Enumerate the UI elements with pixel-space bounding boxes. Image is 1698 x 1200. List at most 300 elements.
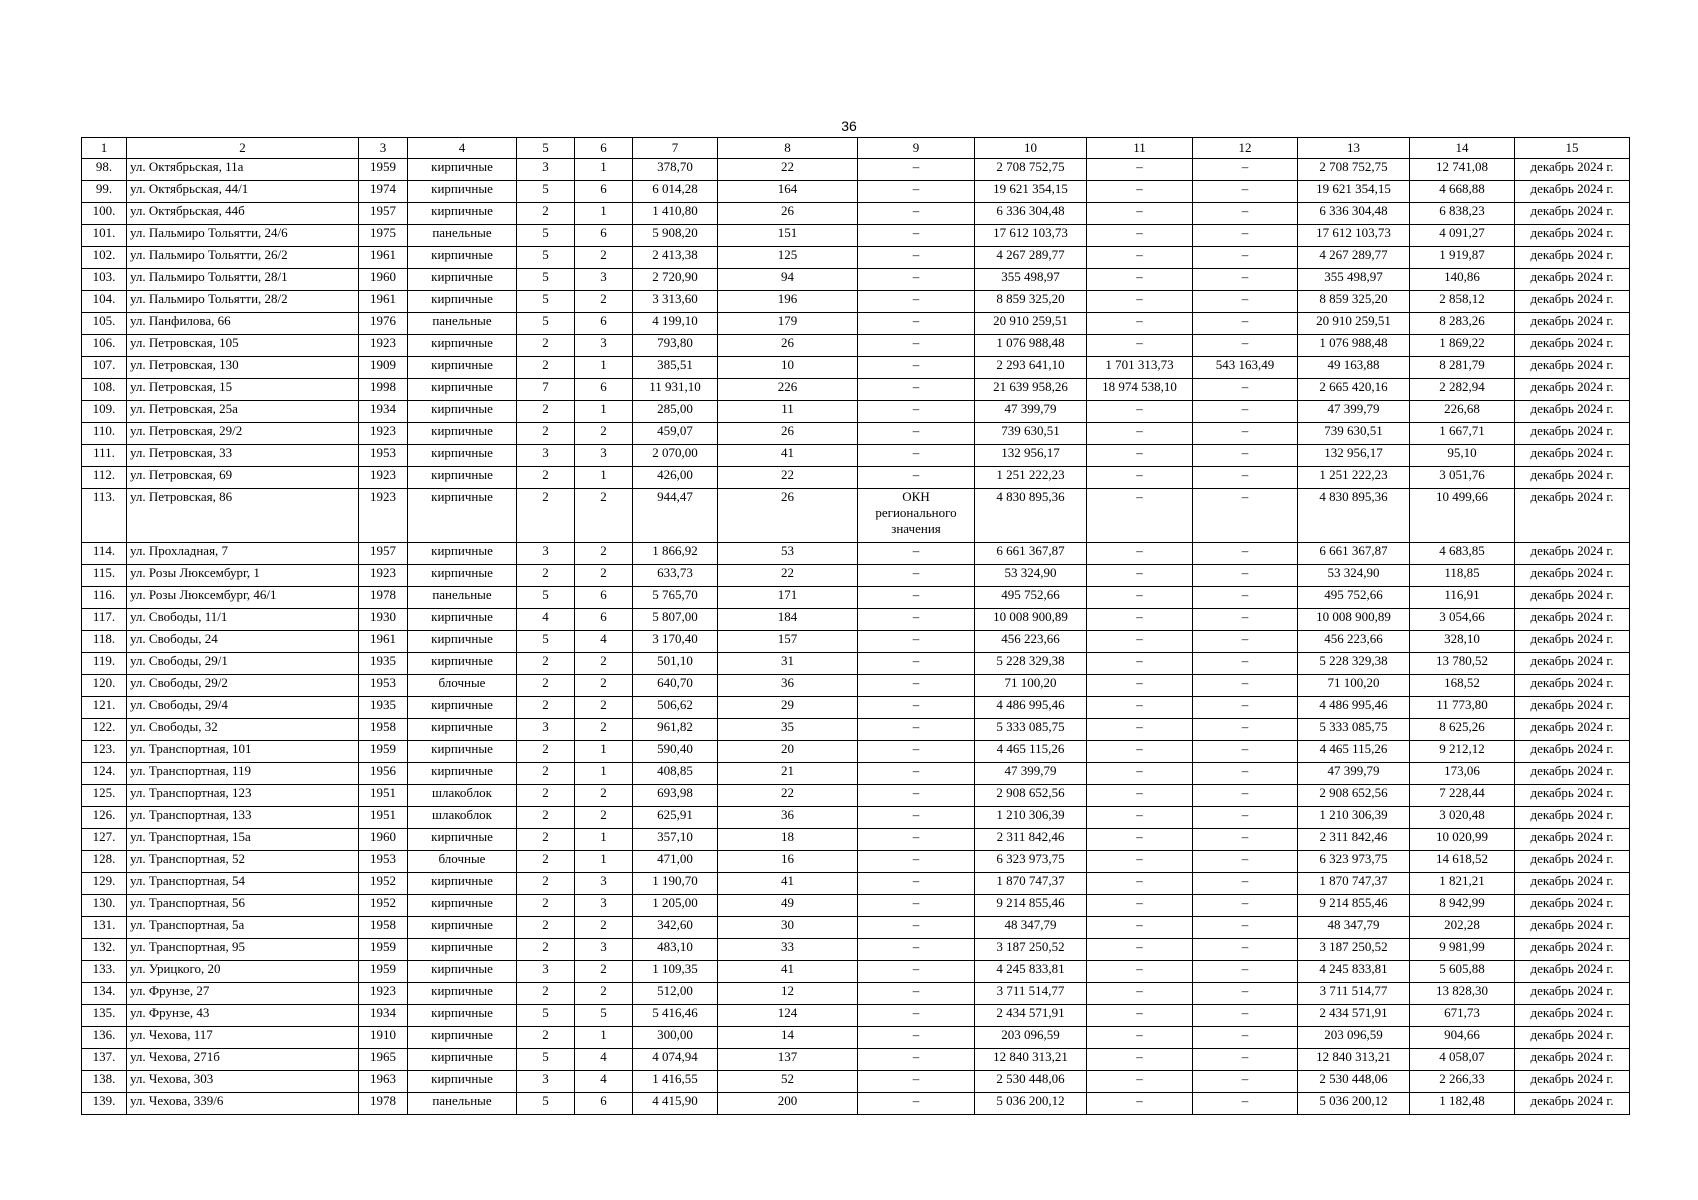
table-row [82, 225, 1630, 247]
wall-material-cell: кирпичные [408, 697, 517, 719]
completion-date-cell: декабрь 2024 г. [1515, 1005, 1630, 1027]
budget-cost-cell: – [1193, 697, 1298, 719]
cost-per-sqm-cell: 10 020,99 [1410, 829, 1515, 851]
floors-cell: 5 [517, 1005, 575, 1027]
budget-cost-cell: – [1193, 763, 1298, 785]
floors-cell: 2 [517, 785, 575, 807]
row-number: 105. [82, 313, 127, 335]
address-cell: ул. Транспортная, 5а [127, 917, 359, 939]
fund-cost-cell: – [1087, 335, 1193, 357]
fund-cost-cell: – [1087, 741, 1193, 763]
owner-cost-cell: 2 530 448,06 [1298, 1071, 1410, 1093]
wall-material-cell: шлакоблок [408, 785, 517, 807]
wall-material-cell: кирпичные [408, 719, 517, 741]
total-cost-cell: 71 100,20 [975, 675, 1087, 697]
table-row [82, 1027, 1630, 1049]
wall-material-cell: кирпичные [408, 653, 517, 675]
owner-cost-cell: 3 187 250,52 [1298, 939, 1410, 961]
table-row [82, 895, 1630, 917]
row-number: 99. [82, 181, 127, 203]
wall-material-cell: блочные [408, 675, 517, 697]
floors-cell: 2 [517, 895, 575, 917]
total-cost-cell: 47 399,79 [975, 763, 1087, 785]
cost-per-sqm-cell: 2 858,12 [1410, 291, 1515, 313]
fund-cost-cell: – [1087, 917, 1193, 939]
floors-cell: 2 [517, 741, 575, 763]
owner-cost-cell: 8 859 325,20 [1298, 291, 1410, 313]
cost-per-sqm-cell: 2 282,94 [1410, 379, 1515, 401]
address-cell: ул. Свободы, 32 [127, 719, 359, 741]
wall-material-cell: кирпичные [408, 983, 517, 1005]
residents-cell: 184 [718, 609, 858, 631]
completion-date-cell: декабрь 2024 г. [1515, 269, 1630, 291]
cost-per-sqm-cell: 8 283,26 [1410, 313, 1515, 335]
row-number: 135. [82, 1005, 127, 1027]
row-number: 125. [82, 785, 127, 807]
owner-cost-cell: 1 251 222,23 [1298, 467, 1410, 489]
cost-per-sqm-cell: 9 981,99 [1410, 939, 1515, 961]
completion-date-cell: декабрь 2024 г. [1515, 741, 1630, 763]
residents-cell: 151 [718, 225, 858, 247]
owner-cost-cell: 17 612 103,73 [1298, 225, 1410, 247]
wall-material-cell: кирпичные [408, 873, 517, 895]
completion-date-cell: декабрь 2024 г. [1515, 159, 1630, 181]
entrances-cell: 2 [575, 785, 633, 807]
row-number: 116. [82, 587, 127, 609]
wall-material-cell: кирпичные [408, 335, 517, 357]
row-number: 107. [82, 357, 127, 379]
total-cost-cell: 739 630,51 [975, 423, 1087, 445]
wall-material-cell: блочные [408, 851, 517, 873]
budget-cost-cell: – [1193, 565, 1298, 587]
wall-material-cell: кирпичные [408, 895, 517, 917]
floors-cell: 3 [517, 543, 575, 565]
owner-cost-cell: 49 163,88 [1298, 357, 1410, 379]
heritage-note-cell: – [858, 609, 975, 631]
area-cell: 6 014,28 [633, 181, 718, 203]
entrances-cell: 4 [575, 1071, 633, 1093]
entrances-cell: 3 [575, 445, 633, 467]
cost-per-sqm-cell: 8 942,99 [1410, 895, 1515, 917]
address-cell: ул. Петровская, 15 [127, 379, 359, 401]
residents-cell: 41 [718, 961, 858, 983]
column-number-12: 12 [1193, 138, 1298, 159]
wall-material-cell: кирпичные [408, 609, 517, 631]
cost-per-sqm-cell: 8 625,26 [1410, 719, 1515, 741]
completion-date-cell: декабрь 2024 г. [1515, 379, 1630, 401]
entrances-cell: 2 [575, 423, 633, 445]
table-row [82, 1093, 1630, 1115]
residents-cell: 22 [718, 785, 858, 807]
total-cost-cell: 495 752,66 [975, 587, 1087, 609]
year-cell: 1910 [359, 1027, 408, 1049]
residents-cell: 31 [718, 653, 858, 675]
residents-cell: 16 [718, 851, 858, 873]
heritage-note-cell: – [858, 675, 975, 697]
column-number-13: 13 [1298, 138, 1410, 159]
address-cell: ул. Розы Люксембург, 1 [127, 565, 359, 587]
cost-per-sqm-cell: 95,10 [1410, 445, 1515, 467]
row-number: 130. [82, 895, 127, 917]
address-cell: ул. Петровская, 130 [127, 357, 359, 379]
area-cell: 693,98 [633, 785, 718, 807]
fund-cost-cell: 18 974 538,10 [1087, 379, 1193, 401]
floors-cell: 2 [517, 807, 575, 829]
address-cell: ул. Свободы, 11/1 [127, 609, 359, 631]
address-cell: ул. Октябрьская, 44б [127, 203, 359, 225]
residents-cell: 94 [718, 269, 858, 291]
fund-cost-cell: – [1087, 269, 1193, 291]
area-cell: 300,00 [633, 1027, 718, 1049]
entrances-cell: 6 [575, 313, 633, 335]
total-cost-cell: 4 465 115,26 [975, 741, 1087, 763]
fund-cost-cell: – [1087, 675, 1193, 697]
fund-cost-cell: – [1087, 609, 1193, 631]
column-number-10: 10 [975, 138, 1087, 159]
year-cell: 1923 [359, 423, 408, 445]
year-cell: 1974 [359, 181, 408, 203]
address-cell: ул. Транспортная, 52 [127, 851, 359, 873]
year-cell: 1959 [359, 741, 408, 763]
area-cell: 483,10 [633, 939, 718, 961]
wall-material-cell: кирпичные [408, 917, 517, 939]
residents-cell: 35 [718, 719, 858, 741]
completion-date-cell: декабрь 2024 г. [1515, 1071, 1630, 1093]
cost-per-sqm-cell: 671,73 [1410, 1005, 1515, 1027]
heritage-note-cell: – [858, 159, 975, 181]
owner-cost-cell: 5 228 329,38 [1298, 653, 1410, 675]
owner-cost-cell: 4 267 289,77 [1298, 247, 1410, 269]
cost-per-sqm-cell: 12 741,08 [1410, 159, 1515, 181]
table-row [82, 917, 1630, 939]
area-cell: 2 720,90 [633, 269, 718, 291]
heritage-note-cell: – [858, 247, 975, 269]
address-cell: ул. Октябрьская, 11а [127, 159, 359, 181]
heritage-note-cell: – [858, 851, 975, 873]
entrances-cell: 6 [575, 1093, 633, 1115]
column-number-9: 9 [858, 138, 975, 159]
completion-date-cell: декабрь 2024 г. [1515, 357, 1630, 379]
completion-date-cell: декабрь 2024 г. [1515, 873, 1630, 895]
total-cost-cell: 132 956,17 [975, 445, 1087, 467]
budget-cost-cell: – [1193, 653, 1298, 675]
heritage-note-cell: – [858, 467, 975, 489]
wall-material-cell: кирпичные [408, 159, 517, 181]
owner-cost-cell: 2 311 842,46 [1298, 829, 1410, 851]
completion-date-cell: декабрь 2024 г. [1515, 565, 1630, 587]
heritage-note-cell: – [858, 445, 975, 467]
budget-cost-cell: – [1193, 609, 1298, 631]
cost-per-sqm-cell: 1 182,48 [1410, 1093, 1515, 1115]
heritage-note-cell: – [858, 1027, 975, 1049]
owner-cost-cell: 5 036 200,12 [1298, 1093, 1410, 1115]
budget-cost-cell: – [1193, 291, 1298, 313]
address-cell: ул. Транспортная, 56 [127, 895, 359, 917]
floors-cell: 2 [517, 423, 575, 445]
heritage-note-cell: – [858, 829, 975, 851]
cost-per-sqm-cell: 328,10 [1410, 631, 1515, 653]
area-cell: 5 416,46 [633, 1005, 718, 1027]
table-row [82, 961, 1630, 983]
total-cost-cell: 53 324,90 [975, 565, 1087, 587]
column-number-1: 1 [82, 138, 127, 159]
address-cell: ул. Чехова, 117 [127, 1027, 359, 1049]
wall-material-cell: панельные [408, 587, 517, 609]
completion-date-cell: декабрь 2024 г. [1515, 983, 1630, 1005]
fund-cost-cell: – [1087, 203, 1193, 225]
owner-cost-cell: 9 214 855,46 [1298, 895, 1410, 917]
address-cell: ул. Свободы, 29/1 [127, 653, 359, 675]
area-cell: 4 074,94 [633, 1049, 718, 1071]
total-cost-cell: 5 333 085,75 [975, 719, 1087, 741]
total-cost-cell: 21 639 958,26 [975, 379, 1087, 401]
completion-date-cell: декабрь 2024 г. [1515, 675, 1630, 697]
heritage-note-cell: – [858, 565, 975, 587]
owner-cost-cell: 203 096,59 [1298, 1027, 1410, 1049]
owner-cost-cell: 495 752,66 [1298, 587, 1410, 609]
total-cost-cell: 4 245 833,81 [975, 961, 1087, 983]
budget-cost-cell: – [1193, 631, 1298, 653]
budget-cost-cell: – [1193, 1093, 1298, 1115]
wall-material-cell: кирпичные [408, 1027, 517, 1049]
row-number: 114. [82, 543, 127, 565]
wall-material-cell: кирпичные [408, 829, 517, 851]
owner-cost-cell: 5 333 085,75 [1298, 719, 1410, 741]
cost-per-sqm-cell: 4 091,27 [1410, 225, 1515, 247]
wall-material-cell: кирпичные [408, 423, 517, 445]
fund-cost-cell: – [1087, 697, 1193, 719]
owner-cost-cell: 4 245 833,81 [1298, 961, 1410, 983]
area-cell: 1 410,80 [633, 203, 718, 225]
owner-cost-cell: 48 347,79 [1298, 917, 1410, 939]
address-cell: ул. Фрунзе, 27 [127, 983, 359, 1005]
residents-cell: 171 [718, 587, 858, 609]
fund-cost-cell: – [1087, 1049, 1193, 1071]
table-row [82, 291, 1630, 313]
cost-per-sqm-cell: 173,06 [1410, 763, 1515, 785]
year-cell: 1998 [359, 379, 408, 401]
year-cell: 1923 [359, 565, 408, 587]
row-number: 127. [82, 829, 127, 851]
address-cell: ул. Пальмиро Тольятти, 26/2 [127, 247, 359, 269]
area-cell: 5 765,70 [633, 587, 718, 609]
total-cost-cell: 3 187 250,52 [975, 939, 1087, 961]
floors-cell: 3 [517, 159, 575, 181]
cost-per-sqm-cell: 13 828,30 [1410, 983, 1515, 1005]
heritage-note-cell: – [858, 983, 975, 1005]
area-cell: 506,62 [633, 697, 718, 719]
floors-cell: 5 [517, 631, 575, 653]
budget-cost-cell: – [1193, 335, 1298, 357]
entrances-cell: 2 [575, 675, 633, 697]
residents-cell: 18 [718, 829, 858, 851]
wall-material-cell: кирпичные [408, 1005, 517, 1027]
table-row [82, 609, 1630, 631]
floors-cell: 2 [517, 1027, 575, 1049]
residents-cell: 41 [718, 873, 858, 895]
fund-cost-cell: – [1087, 851, 1193, 873]
area-cell: 590,40 [633, 741, 718, 763]
table-row [82, 807, 1630, 829]
table-row [82, 675, 1630, 697]
residents-cell: 36 [718, 675, 858, 697]
cost-per-sqm-cell: 116,91 [1410, 587, 1515, 609]
cost-per-sqm-cell: 3 020,48 [1410, 807, 1515, 829]
entrances-cell: 1 [575, 829, 633, 851]
row-number: 111. [82, 445, 127, 467]
row-number: 100. [82, 203, 127, 225]
table-row [82, 489, 1630, 543]
row-number: 115. [82, 565, 127, 587]
address-cell: ул. Фрунзе, 43 [127, 1005, 359, 1027]
column-number-3: 3 [359, 138, 408, 159]
budget-cost-cell: – [1193, 269, 1298, 291]
owner-cost-cell: 2 434 571,91 [1298, 1005, 1410, 1027]
year-cell: 1923 [359, 467, 408, 489]
column-number-15: 15 [1515, 138, 1630, 159]
residents-cell: 49 [718, 895, 858, 917]
area-cell: 385,51 [633, 357, 718, 379]
entrances-cell: 6 [575, 587, 633, 609]
floors-cell: 2 [517, 763, 575, 785]
owner-cost-cell: 1 870 747,37 [1298, 873, 1410, 895]
heritage-note-cell: – [858, 225, 975, 247]
owner-cost-cell: 2 908 652,56 [1298, 785, 1410, 807]
area-cell: 2 413,38 [633, 247, 718, 269]
residents-cell: 12 [718, 983, 858, 1005]
floors-cell: 2 [517, 917, 575, 939]
completion-date-cell: декабрь 2024 г. [1515, 335, 1630, 357]
fund-cost-cell: – [1087, 565, 1193, 587]
year-cell: 1951 [359, 785, 408, 807]
total-cost-cell: 2 293 641,10 [975, 357, 1087, 379]
completion-date-cell: декабрь 2024 г. [1515, 247, 1630, 269]
table-row [82, 467, 1630, 489]
wall-material-cell: кирпичные [408, 203, 517, 225]
heritage-note-cell: – [858, 291, 975, 313]
cost-per-sqm-cell: 9 212,12 [1410, 741, 1515, 763]
residents-cell: 179 [718, 313, 858, 335]
year-cell: 1959 [359, 939, 408, 961]
budget-cost-cell: – [1193, 1005, 1298, 1027]
address-cell: ул. Транспортная, 101 [127, 741, 359, 763]
table-row [82, 203, 1630, 225]
table-row [82, 763, 1630, 785]
address-cell: ул. Свободы, 29/4 [127, 697, 359, 719]
cost-per-sqm-cell: 5 605,88 [1410, 961, 1515, 983]
fund-cost-cell: – [1087, 247, 1193, 269]
fund-cost-cell: – [1087, 1093, 1193, 1115]
owner-cost-cell: 6 336 304,48 [1298, 203, 1410, 225]
entrances-cell: 2 [575, 489, 633, 543]
total-cost-cell: 4 486 995,46 [975, 697, 1087, 719]
floors-cell: 5 [517, 269, 575, 291]
residents-cell: 36 [718, 807, 858, 829]
owner-cost-cell: 6 323 973,75 [1298, 851, 1410, 873]
residents-cell: 125 [718, 247, 858, 269]
entrances-cell: 1 [575, 203, 633, 225]
row-number: 138. [82, 1071, 127, 1093]
address-cell: ул. Прохладная, 7 [127, 543, 359, 565]
heritage-note-cell: – [858, 587, 975, 609]
completion-date-cell: декабрь 2024 г. [1515, 697, 1630, 719]
fund-cost-cell: – [1087, 401, 1193, 423]
row-number: 123. [82, 741, 127, 763]
residents-cell: 196 [718, 291, 858, 313]
heritage-note-cell: – [858, 401, 975, 423]
row-number: 121. [82, 697, 127, 719]
entrances-cell: 3 [575, 939, 633, 961]
owner-cost-cell: 2 708 752,75 [1298, 159, 1410, 181]
heritage-note-cell: – [858, 1049, 975, 1071]
fund-cost-cell: – [1087, 895, 1193, 917]
total-cost-cell: 355 498,97 [975, 269, 1087, 291]
budget-cost-cell: – [1193, 917, 1298, 939]
total-cost-cell: 12 840 313,21 [975, 1049, 1087, 1071]
floors-cell: 2 [517, 675, 575, 697]
row-number: 128. [82, 851, 127, 873]
area-cell: 1 866,92 [633, 543, 718, 565]
floors-cell: 2 [517, 851, 575, 873]
fund-cost-cell: – [1087, 467, 1193, 489]
row-number: 134. [82, 983, 127, 1005]
entrances-cell: 2 [575, 653, 633, 675]
entrances-cell: 3 [575, 873, 633, 895]
wall-material-cell: кирпичные [408, 269, 517, 291]
completion-date-cell: декабрь 2024 г. [1515, 807, 1630, 829]
total-cost-cell: 4 267 289,77 [975, 247, 1087, 269]
total-cost-cell: 5 228 329,38 [975, 653, 1087, 675]
table-row [82, 335, 1630, 357]
completion-date-cell: декабрь 2024 г. [1515, 631, 1630, 653]
year-cell: 1959 [359, 159, 408, 181]
total-cost-cell: 1 210 306,39 [975, 807, 1087, 829]
table-row [82, 543, 1630, 565]
heritage-note-cell: – [858, 697, 975, 719]
cost-per-sqm-cell: 1 667,71 [1410, 423, 1515, 445]
total-cost-cell: 2 311 842,46 [975, 829, 1087, 851]
total-cost-cell: 2 908 652,56 [975, 785, 1087, 807]
table-row [82, 653, 1630, 675]
address-cell: ул. Пальмиро Тольятти, 28/2 [127, 291, 359, 313]
address-cell: ул. Урицкого, 20 [127, 961, 359, 983]
wall-material-cell: кирпичные [408, 961, 517, 983]
budget-cost-cell: – [1193, 159, 1298, 181]
table-row [82, 587, 1630, 609]
area-cell: 5 807,00 [633, 609, 718, 631]
heritage-note-cell: – [858, 379, 975, 401]
completion-date-cell: декабрь 2024 г. [1515, 895, 1630, 917]
budget-cost-cell: – [1193, 741, 1298, 763]
year-cell: 1961 [359, 247, 408, 269]
column-number-6: 6 [575, 138, 633, 159]
owner-cost-cell: 53 324,90 [1298, 565, 1410, 587]
address-cell: ул. Чехова, 339/6 [127, 1093, 359, 1115]
table-row [82, 1071, 1630, 1093]
area-cell: 1 205,00 [633, 895, 718, 917]
entrances-cell: 4 [575, 1049, 633, 1071]
floors-cell: 2 [517, 939, 575, 961]
heritage-note-cell: – [858, 313, 975, 335]
budget-cost-cell: – [1193, 895, 1298, 917]
table-row [82, 873, 1630, 895]
year-cell: 1978 [359, 587, 408, 609]
budget-cost-cell: – [1193, 467, 1298, 489]
table-row [82, 829, 1630, 851]
address-cell: ул. Петровская, 69 [127, 467, 359, 489]
entrances-cell: 1 [575, 741, 633, 763]
address-cell: ул. Транспортная, 133 [127, 807, 359, 829]
